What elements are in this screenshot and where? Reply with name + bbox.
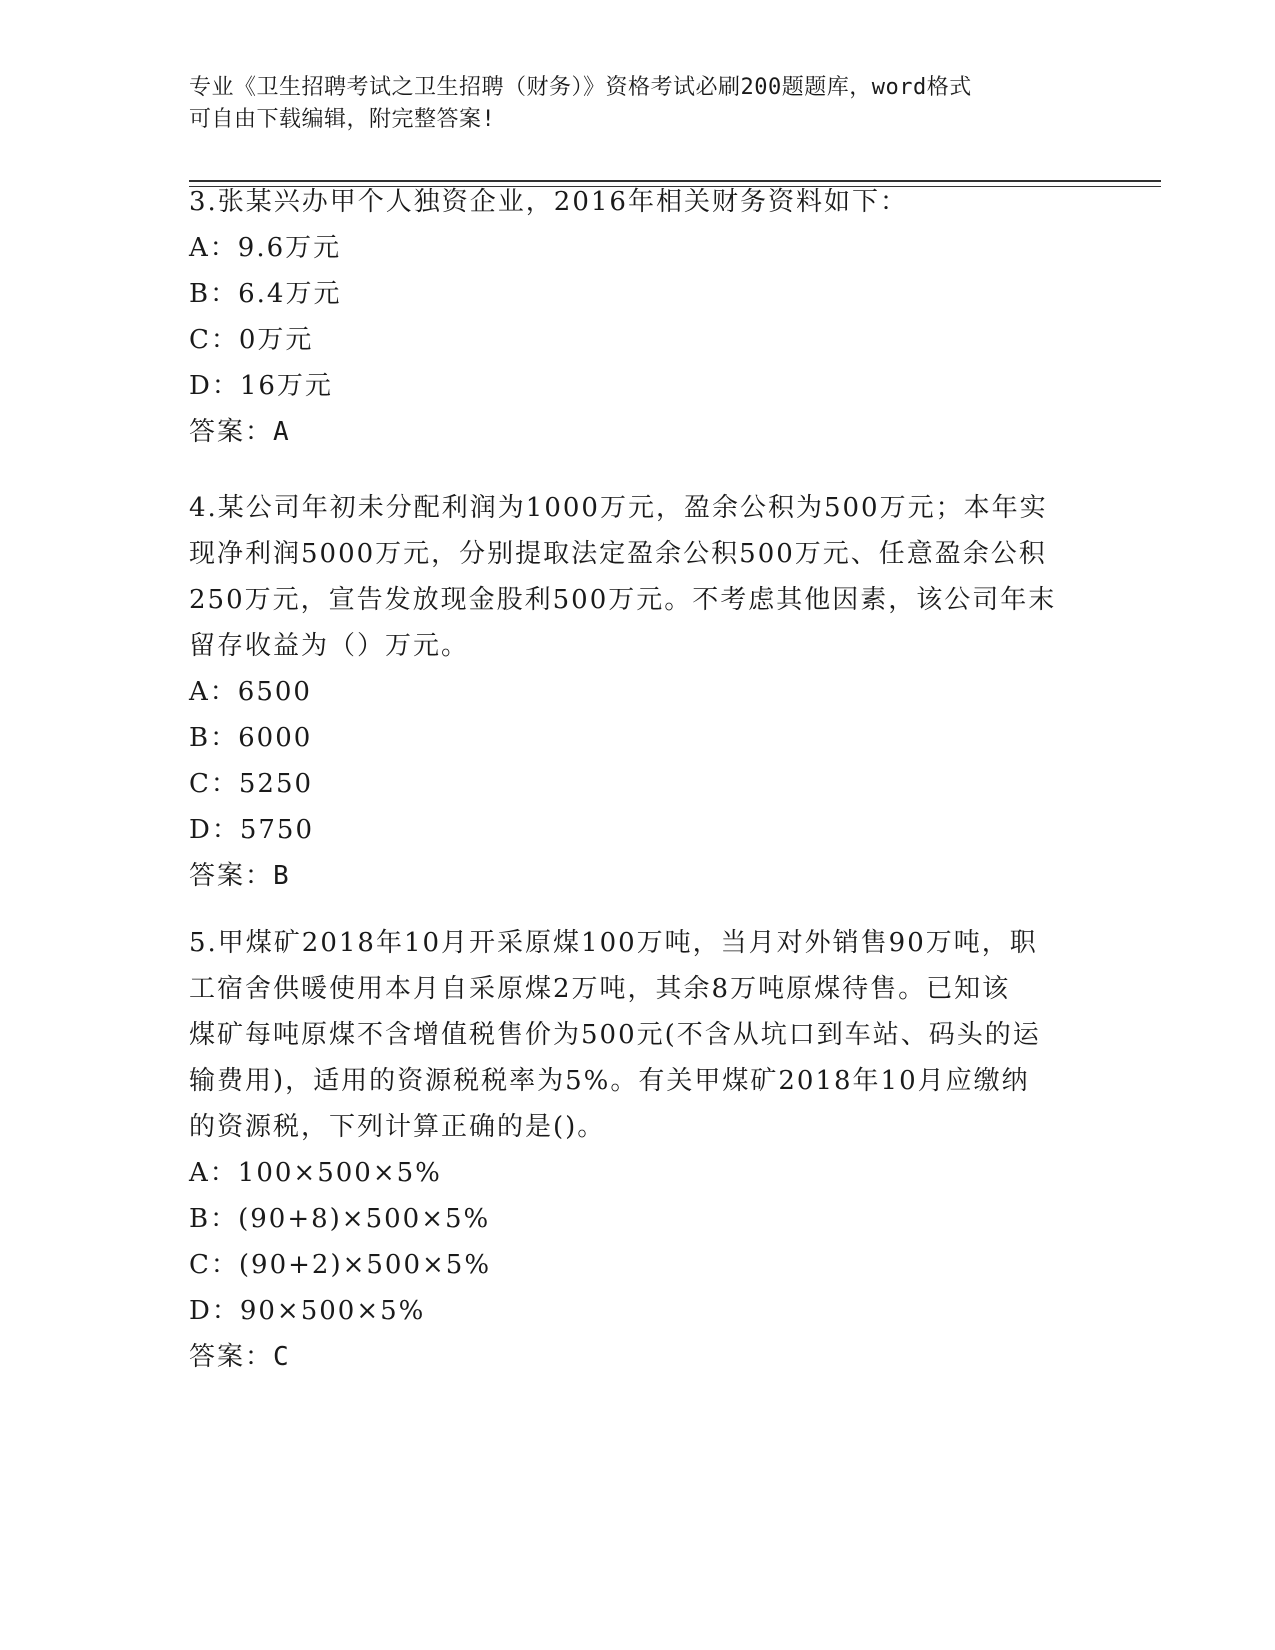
answer-line [189,409,1089,455]
option-b: B：6000 [189,723,313,753]
question-stem: 3.张某兴办甲个人独资企业，2016年相关财务资料如下： [189,187,908,217]
option-d: D：16万元 [189,371,333,401]
question-stem-line-4: 留存收益为（）万元。 [189,631,470,661]
option-a: A：6500 [189,677,312,707]
question-3 [189,179,1089,455]
option-b: B：(90+8)×500×5% [189,1204,491,1234]
answer-value: A [273,417,291,447]
answer-value: B [273,861,291,891]
question-stem-line-2: 现净利润5000万元，分别提取法定盈余公积500万元、任意盈余公积 [189,539,1047,569]
option-c: C：0万元 [189,325,314,355]
option-c: C：5250 [189,769,314,799]
question-stem-line-5: 的资源税，下列计算正确的是()。 [189,1112,606,1142]
question-stem-line-2: 工宿舍供暖使用本月自采原煤2万吨，其余8万吨原煤待售。已知该 [189,974,1011,1004]
answer-label: 答案： [189,417,274,447]
question-4 [189,485,1089,899]
answer-value: C [273,1342,291,1372]
question-stem-line-3: 煤矿每吨原煤不含增值税售价为500元(不含从坑口到车站、码头的运 [189,1020,1041,1050]
answer-label: 答案： [189,1342,274,1372]
question-stem-line-1: 5.甲煤矿2018年10月开采原煤100万吨，当月对外销售90万吨，职 [189,928,1038,958]
answer-line [189,853,1089,899]
question-stem-line-1: 4.某公司年初未分配利润为1000万元，盈余公积为500万元；本年实 [189,493,1048,523]
header-line-2: 可自由下载编辑，附完整答案! [189,107,496,132]
option-a: A：9.6万元 [189,233,342,263]
option-d: D：5750 [189,815,315,845]
option-c: C：(90+2)×500×5% [189,1250,492,1280]
question-stem-line-3: 250万元，宣告发放现金股利500万元。不考虑其他因素，该公司年末 [189,585,1057,615]
answer-label: 答案： [189,861,274,891]
header-line-1: 专业《卫生招聘考试之卫生招聘（财务）》资格考试必刷200题题库，word格式 [189,75,972,100]
question-5 [189,920,1089,1380]
answer-line [189,1334,1089,1380]
option-a: A：100×500×5% [189,1158,442,1188]
option-b: B：6.4万元 [189,279,342,309]
document-header [189,72,1089,136]
question-stem-line-4: 输费用)，适用的资源税税率为5%。有关甲煤矿2018年10月应缴纳 [189,1066,1030,1096]
option-d: D：90×500×5% [189,1296,426,1326]
